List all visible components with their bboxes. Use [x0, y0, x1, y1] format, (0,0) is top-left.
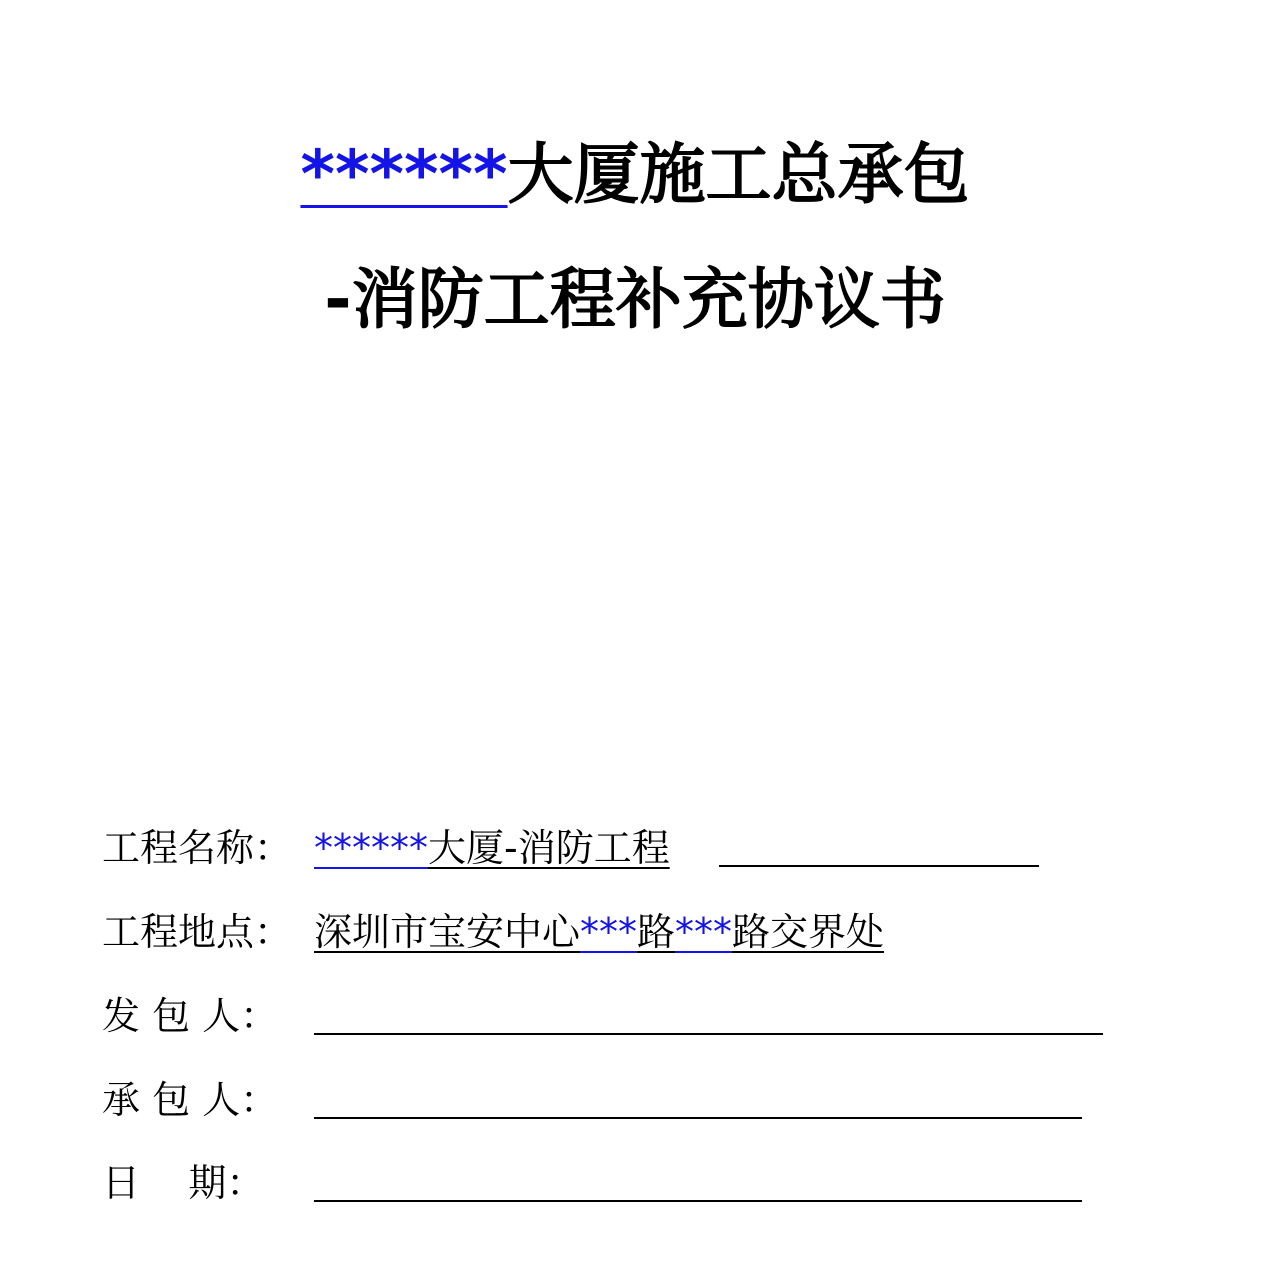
document-title-line-1 [0, 135, 1270, 215]
title-project-placeholder: ****** [300, 136, 508, 213]
contractor-label: 承 包 人： [102, 1078, 279, 1122]
location-road-placeholder-2: *** [675, 910, 733, 954]
location-road-placeholder-1: *** [580, 910, 638, 954]
location-district: 深圳市宝安中心 [314, 910, 581, 954]
title-contract-type: 大厦施工总承包 [507, 136, 970, 213]
project-name-value [314, 822, 670, 874]
project-name-underline [719, 865, 1039, 867]
document-title-line-2: -消防工程补充协议书 [324, 261, 946, 338]
project-location-label: 工程地点： [102, 910, 293, 954]
contractor-blank-line [314, 1117, 1082, 1119]
date-blank-line [314, 1200, 1082, 1202]
employer-label: 发 包 人： [102, 994, 279, 1038]
project-location-value [314, 906, 884, 958]
project-name-label: 工程名称： [102, 826, 293, 870]
date-label: 日 期： [102, 1161, 265, 1205]
location-junction: 路交界处 [732, 910, 885, 954]
employer-blank-line [314, 1033, 1103, 1035]
project-name-placeholder: ****** [314, 826, 428, 870]
location-road-word: 路 [637, 910, 676, 954]
project-name-text: 大厦-消防工程 [428, 826, 670, 870]
